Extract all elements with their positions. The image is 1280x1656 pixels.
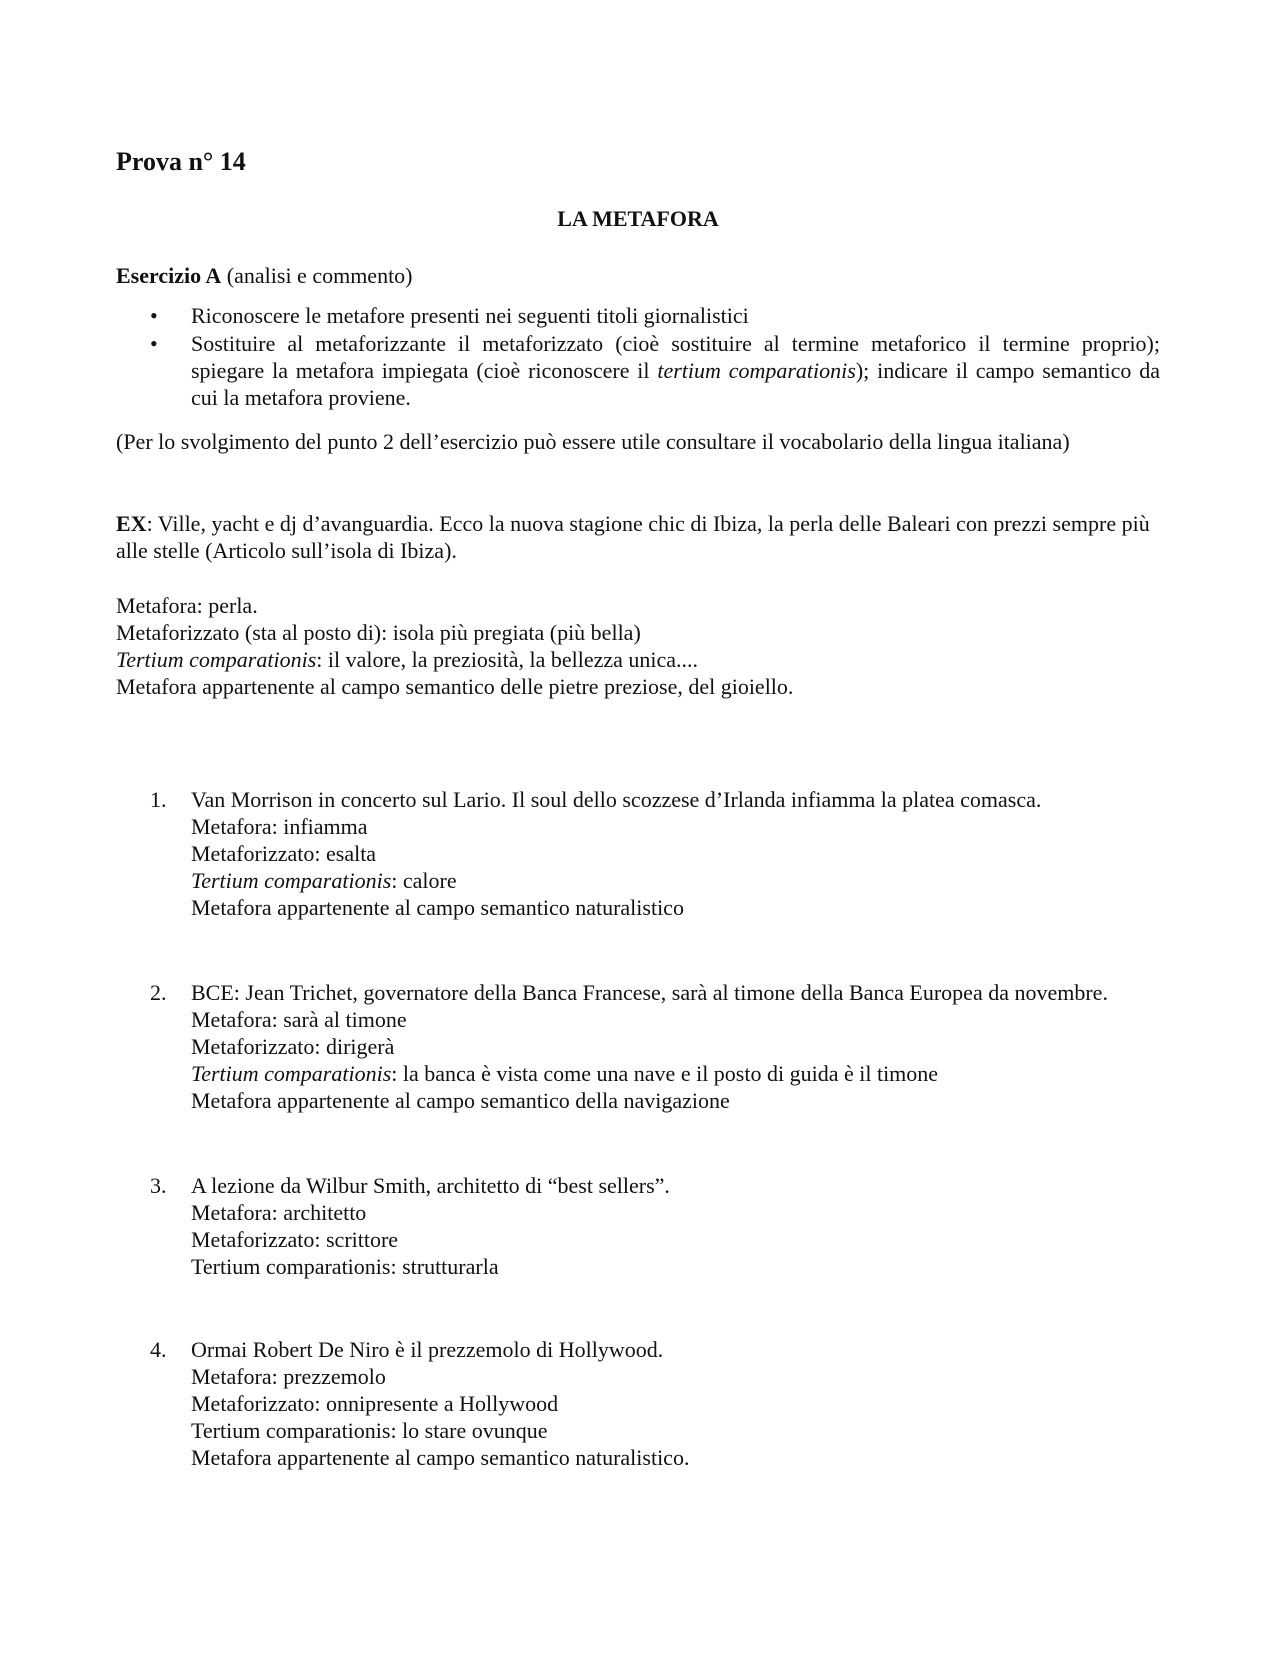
item-tertium: Tertium comparationis: strutturarla	[191, 1254, 499, 1279]
example-label: EX	[116, 511, 147, 536]
item-tertium	[191, 867, 1160, 894]
item-metafora: Metafora: architetto	[191, 1200, 367, 1225]
tertium-label: Tertium comparationis	[191, 1061, 392, 1086]
exercise-label: Esercizio A	[116, 263, 222, 288]
item-metaforizzato: Metaforizzato: onnipresente a Hollywood	[191, 1391, 559, 1416]
document-title: Prova n° 14	[116, 147, 246, 176]
tertium-text: : il valore, la preziosità, la bellezza unica....	[316, 647, 699, 672]
item-headline: A lezione da Wilbur Smith, architetto di “best sellers”.	[191, 1173, 670, 1198]
item-metafora: Metafora: prezzemolo	[191, 1364, 386, 1389]
item-metaforizzato: Metaforizzato: scrittore	[191, 1227, 399, 1252]
tertium-label: Tertium comparationis	[191, 868, 392, 893]
tertium-text: : calore	[391, 868, 457, 893]
section-heading: LA METAFORA	[557, 206, 719, 231]
item-number: 3.	[150, 1173, 167, 1198]
exercise-note-paragraph: (Per lo svolgimento del punto 2 dell’esercizio può essere utile consultare il vocabolario della lingua italiana)	[116, 429, 1070, 454]
tertium-label: Tertium comparationis	[116, 647, 317, 672]
bullet-text-part: ); indicare il campo semantico da cui la metafora proviene.	[191, 358, 1160, 410]
bullet-text	[191, 330, 1160, 411]
item-metaforizzato: Metaforizzato: esalta	[191, 841, 377, 866]
example-paragraph	[116, 510, 1160, 564]
item-campo: Metafora appartenente al campo semantico della navigazione	[191, 1088, 730, 1113]
bullet-text-italic: tertium comparationis	[657, 358, 856, 383]
item-body	[191, 1336, 1160, 1471]
item-campo: Metafora appartenente al campo semantico naturalistico	[191, 895, 684, 920]
item-metafora: Metafora: infiamma	[191, 814, 368, 839]
item-number: 2.	[150, 980, 167, 1005]
example-text: : Ville, yacht e dj d’avanguardia. Ecco la nuova stagione chic di Ibiza, la perla delle Baleari con prezzi sempre più alle stelle (Articolo sull’isola di Ibiza).	[116, 511, 1150, 563]
exercise-note: (analisi e commento)	[226, 263, 413, 288]
analysis-metaforizzato: Metaforizzato (sta al posto di): isola più pregiata (più bella)	[116, 620, 641, 645]
analysis-campo: Metafora appartenente al campo semantico delle pietre preziose, del gioiello.	[116, 674, 794, 699]
item-number: 4.	[150, 1337, 167, 1362]
example-analysis	[116, 592, 1160, 700]
item-headline: Ormai Robert De Niro è il prezzemolo di Hollywood.	[191, 1337, 664, 1362]
item-metaforizzato: Metaforizzato: dirigerà	[191, 1034, 395, 1059]
exercise-heading	[116, 262, 413, 289]
item-number: 1.	[150, 787, 167, 812]
item-headline: Van Morrison in concerto sul Lario. Il soul dello scozzese d’Irlanda infiamma la platea comasca.	[191, 787, 1042, 812]
item-tertium: Tertium comparationis: lo stare ovunque	[191, 1418, 548, 1443]
bullet-text: Riconoscere le metafore presenti nei seguenti titoli giornalistici	[191, 303, 749, 328]
item-metafora: Metafora: sarà al timone	[191, 1007, 407, 1032]
analysis-tertium	[116, 646, 1160, 673]
bullet-text-part: Sostituire al metaforizzante il metaforizzato (cioè sostituire al termine metaforico il termine proprio); spiegare la metafora impiegata (cioè riconoscere il	[191, 331, 1160, 383]
item-body	[191, 979, 1160, 1114]
item-campo: Metafora appartenente al campo semantico naturalistico.	[191, 1445, 690, 1470]
item-body	[191, 1172, 1160, 1280]
bullet-icon: •	[150, 331, 158, 356]
bullet-icon: •	[150, 303, 158, 328]
item-body	[191, 786, 1160, 921]
item-headline: BCE: Jean Trichet, governatore della Banca Francese, sarà al timone della Banca Europea da novembre.	[191, 980, 1108, 1005]
analysis-metafora: Metafora: perla.	[116, 593, 258, 618]
tertium-text: : la banca è vista come una nave e il posto di guida è il timone	[391, 1061, 939, 1086]
item-tertium	[191, 1060, 1160, 1087]
